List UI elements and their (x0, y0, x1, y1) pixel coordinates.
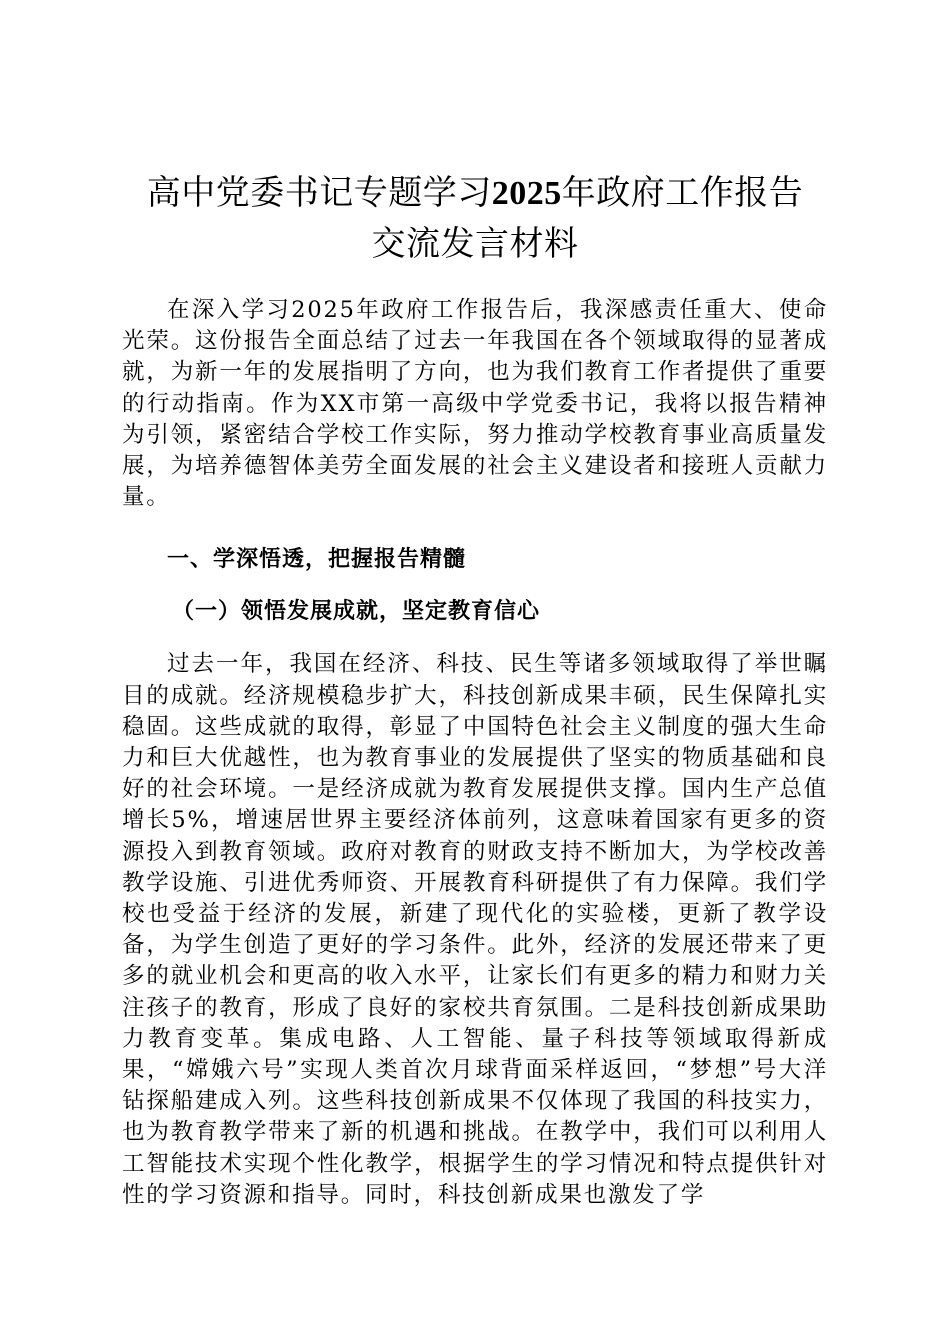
title-line-1-post: 年政府工作报告 (561, 173, 804, 213)
document-title (122, 168, 828, 269)
title-line-1-pre: 高中党委书记专题学习 (146, 173, 492, 213)
section-heading: 一、学深悟透，把握报告精髓 (167, 546, 467, 573)
intro-paragraph: 在深入学习2025年政府工作报告后，我深感责任重大、使命光荣。这份报告全面总结了过去一年我国在各个领域取得的显著成就，为新一年的发展指明了方向，也为我们教育工作者提供了重要的行动指南。作为XX市第一高级中学党委书记，我将以报告精神为引领，紧密结合学校工作实际，努力推动学校教育事业高质量发展，为培养德智体美劳全面发展的社会主义建设者和接班人贡献力量。 (122, 297, 828, 511)
title-line-2: 交流发言材料 (371, 224, 579, 264)
document-page (122, 168, 828, 1211)
body-paragraph: 过去一年，我国在经济、科技、民生等诸多领域取得了举世瞩目的成就。经济规模稳步扩大，科技创新成果丰硕，民生保障扎实稳固。这些成就的取得，彰显了中国特色社会主义制度的强大生命力和巨大优越性，也为教育事业的发展提供了坚实的物质基础和良好的社会环境。一是经济成就为教育发展提供支撑。国内生产总值增长5%，增速居世界主要经济体前列，这意味着国家有更多的资源投入到教育领域。政府对教育的财政支持不断加大，为学校改善教学设施、引进优秀师资、开展教育科研提供了有力保障。我们学校也受益于经济的发展，新建了现代化的实验楼，更新了教学设备，为学生创造了更好的学习条件。此外，经济的发展还带来了更多的就业机会和更高的收入水平，让家长们有更多的精力和财力关注孩子的教育，形成了良好的家校共育氛围。二是科技创新成果助力教育变革。集成电路、人工智能、量子科技等领域取得新成果，“嫦娥六号”实现人类首次月球背面采样返回，“梦想”号大洋钻探船建成入列。这些科技创新成果不仅体现了我国的科技实力，也为教育教学带来了新的机遇和挑战。在教学中，我们可以利用人工智能技术实现个性化教学，根据学生的学习情况和特点提供针对性的学习资源和指导。同时，科技创新成果也激发了学 (122, 651, 828, 1208)
subsection-heading: （一）领悟发展成就，坚定教育信心 (172, 598, 541, 625)
title-line-1-year: 2025 (491, 175, 562, 212)
title-line-1 (122, 168, 828, 219)
